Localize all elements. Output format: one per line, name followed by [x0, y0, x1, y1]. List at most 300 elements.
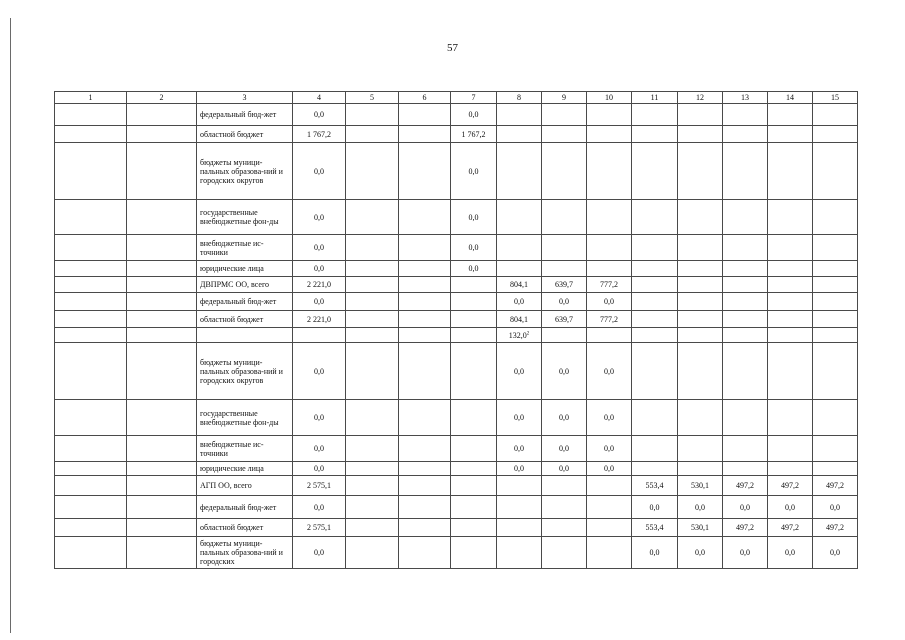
value-text: 0,0: [314, 297, 324, 306]
group-cell: [55, 126, 127, 143]
value-cell: [813, 537, 858, 569]
table-row: [55, 277, 858, 293]
column-header: 4: [293, 92, 346, 104]
table-row: [55, 235, 858, 261]
value-cell: [542, 143, 587, 200]
value-cell: [293, 200, 346, 235]
value-cell: [587, 400, 632, 436]
value-cell: [346, 400, 399, 436]
value-cell: [346, 311, 399, 328]
group-cell: [127, 537, 197, 569]
value-cell: [632, 311, 678, 328]
value-cell: [346, 277, 399, 293]
value-cell: [632, 496, 678, 519]
value-text: 0,0: [314, 366, 324, 376]
value-cell: [768, 537, 813, 569]
value-cell: [678, 328, 723, 343]
row-label: внебюджетные ис-точники: [197, 436, 293, 462]
value-text: 0,0: [559, 366, 569, 376]
value-cell: [813, 343, 858, 400]
group-cell: [127, 235, 197, 261]
value-cell: [587, 277, 632, 293]
value-text: 0,0: [830, 548, 840, 557]
value-cell: [768, 143, 813, 200]
value-cell: [678, 200, 723, 235]
value-cell: [768, 261, 813, 277]
column-header-row: [55, 92, 858, 104]
value-text: 777,2: [600, 314, 618, 324]
value-cell: [768, 496, 813, 519]
group-cell: [127, 519, 197, 537]
value-cell: [723, 328, 768, 343]
value-cell: [293, 104, 346, 126]
value-cell: [678, 400, 723, 436]
value-cell: [632, 200, 678, 235]
value-cell: [723, 277, 768, 293]
value-cell: [451, 200, 497, 235]
value-cell: [723, 519, 768, 537]
value-text: 553,4: [645, 481, 664, 490]
group-cell: [127, 462, 197, 476]
row-label: государственные внебюджетные фон-ды: [197, 400, 293, 436]
value-cell: [497, 104, 542, 126]
value-cell: [678, 126, 723, 143]
value-cell: [542, 343, 587, 400]
funding-table-body: [55, 92, 858, 569]
value-cell: [542, 436, 587, 462]
table-row: [55, 400, 858, 436]
value-cell: [293, 343, 346, 400]
value-text: 0,0: [649, 502, 660, 512]
value-cell: [451, 277, 497, 293]
value-cell: [399, 343, 451, 400]
value-cell: [678, 476, 723, 496]
value-text: 0,0: [740, 548, 750, 557]
value-cell: [451, 104, 497, 126]
value-text: 1 767,2: [307, 129, 331, 139]
value-text: 0,0: [514, 297, 524, 306]
value-cell: [451, 462, 497, 476]
value-text: 777,2: [600, 280, 618, 289]
table-row: [55, 462, 858, 476]
value-text: 2 575,1: [307, 481, 331, 490]
value-cell: [678, 277, 723, 293]
value-cell: [542, 328, 587, 343]
table-row: [55, 476, 858, 496]
group-cell: [55, 476, 127, 496]
column-header: 1: [55, 92, 127, 104]
value-text: 0,0: [649, 548, 660, 557]
value-cell: [632, 519, 678, 537]
value-cell: [542, 537, 587, 569]
value-cell: [293, 436, 346, 462]
value-text: 497,2: [781, 481, 799, 490]
table-row: [55, 328, 858, 343]
value-cell: [678, 436, 723, 462]
value-text: 0,0: [314, 243, 324, 252]
value-cell: [587, 143, 632, 200]
group-cell: [127, 311, 197, 328]
left-margin-rule: [10, 18, 11, 633]
value-cell: [497, 496, 542, 519]
value-cell: [399, 126, 451, 143]
row-label: бюджеты муници-пальных образова-ний и городских: [197, 537, 293, 569]
value-cell: [451, 311, 497, 328]
value-text: 0,0: [604, 297, 614, 306]
value-text: 0,0: [314, 166, 324, 176]
column-header: 12: [678, 92, 723, 104]
row-label: [197, 328, 293, 343]
value-text: 0,0: [514, 444, 524, 453]
value-cell: [723, 537, 768, 569]
value-cell: [768, 519, 813, 537]
value-cell: [632, 328, 678, 343]
value-cell: [497, 235, 542, 261]
value-cell: [399, 200, 451, 235]
group-cell: [55, 400, 127, 436]
value-cell: [497, 328, 542, 343]
value-cell: [293, 311, 346, 328]
value-cell: [346, 537, 399, 569]
value-cell: [451, 143, 497, 200]
group-cell: [55, 328, 127, 343]
value-cell: [399, 261, 451, 277]
value-cell: [346, 293, 399, 311]
value-cell: [497, 462, 542, 476]
value-cell: [587, 104, 632, 126]
table-row: [55, 200, 858, 235]
value-cell: [632, 462, 678, 476]
value-cell: [293, 476, 346, 496]
table-row: [55, 311, 858, 328]
group-cell: [55, 496, 127, 519]
value-cell: [497, 537, 542, 569]
value-cell: [497, 261, 542, 277]
value-cell: [768, 436, 813, 462]
value-text: 0,0: [695, 502, 705, 512]
value-cell: [632, 293, 678, 311]
group-cell: [55, 519, 127, 537]
group-cell: [55, 143, 127, 200]
value-text: 0,0: [785, 502, 795, 512]
value-cell: [497, 126, 542, 143]
value-cell: [293, 261, 346, 277]
value-cell: [813, 293, 858, 311]
row-label: бюджеты муници-пальных образова-ний и городских округов: [197, 143, 293, 200]
value-cell: [293, 400, 346, 436]
value-text: 0,0: [695, 548, 705, 557]
row-label: бюджеты муници-пальных образова-ний и городских округов: [197, 343, 293, 400]
value-cell: [293, 462, 346, 476]
value-text: 639,7: [555, 280, 573, 289]
value-text: 553,4: [645, 523, 664, 532]
value-cell: [346, 235, 399, 261]
value-text: 0,0: [514, 413, 524, 422]
value-cell: [542, 311, 587, 328]
column-header: 9: [542, 92, 587, 104]
value-cell: [632, 537, 678, 569]
value-cell: [813, 104, 858, 126]
value-cell: [346, 200, 399, 235]
value-text: 0,0: [559, 464, 569, 473]
value-cell: [587, 328, 632, 343]
value-text: 0,0: [314, 444, 324, 453]
row-label: АГП ОО, всего: [197, 476, 293, 496]
value-cell: [451, 400, 497, 436]
value-cell: [542, 462, 587, 476]
value-cell: [542, 104, 587, 126]
value-cell: [542, 519, 587, 537]
value-text: 0,0: [830, 502, 840, 512]
value-text: 0,0: [514, 366, 524, 376]
value-cell: [542, 261, 587, 277]
value-cell: [497, 519, 542, 537]
value-cell: [632, 126, 678, 143]
group-cell: [127, 200, 197, 235]
value-cell: [399, 104, 451, 126]
value-text: 0,0: [314, 502, 324, 512]
value-cell: [497, 143, 542, 200]
column-header: 3: [197, 92, 293, 104]
value-cell: [293, 519, 346, 537]
value-cell: [399, 328, 451, 343]
value-text: 639,7: [555, 314, 573, 324]
value-cell: [451, 293, 497, 311]
value-cell: [293, 126, 346, 143]
group-cell: [55, 537, 127, 569]
group-cell: [55, 235, 127, 261]
value-text: 0,0: [468, 166, 479, 176]
value-cell: [632, 343, 678, 400]
value-cell: [293, 496, 346, 519]
group-cell: [55, 277, 127, 293]
value-cell: [632, 277, 678, 293]
value-text: 0,0: [314, 464, 324, 473]
value-cell: [813, 200, 858, 235]
value-cell: [678, 104, 723, 126]
value-cell: [768, 235, 813, 261]
value-cell: [723, 235, 768, 261]
value-cell: [399, 537, 451, 569]
value-text: 0,0: [604, 444, 614, 453]
value-text: 804,1: [510, 280, 528, 289]
value-text: 0,0: [314, 264, 324, 273]
value-cell: [587, 261, 632, 277]
value-text: 0,0: [604, 366, 614, 376]
column-header: 8: [497, 92, 542, 104]
group-cell: [127, 328, 197, 343]
value-text: 0,0: [559, 444, 569, 453]
value-cell: [813, 235, 858, 261]
value-cell: [497, 311, 542, 328]
value-cell: [346, 328, 399, 343]
value-cell: [542, 400, 587, 436]
value-cell: [451, 476, 497, 496]
value-cell: [451, 436, 497, 462]
value-cell: [497, 400, 542, 436]
value-cell: [587, 235, 632, 261]
value-cell: [542, 293, 587, 311]
value-cell: [723, 311, 768, 328]
value-cell: [813, 462, 858, 476]
column-header: 15: [813, 92, 858, 104]
value-cell: [813, 328, 858, 343]
group-cell: [127, 343, 197, 400]
group-cell: [55, 104, 127, 126]
value-cell: [813, 126, 858, 143]
row-label: областной бюджет: [197, 311, 293, 328]
value-cell: [587, 476, 632, 496]
value-text: 0,0: [785, 548, 795, 557]
value-cell: [587, 126, 632, 143]
value-cell: [768, 400, 813, 436]
value-text: 0,0: [468, 110, 479, 119]
value-cell: [768, 293, 813, 311]
value-cell: [813, 277, 858, 293]
column-header: 13: [723, 92, 768, 104]
value-text: 0,0: [314, 110, 324, 119]
value-cell: [542, 277, 587, 293]
row-label: внебюджетные ис-точники: [197, 235, 293, 261]
value-cell: [399, 235, 451, 261]
column-header: 10: [587, 92, 632, 104]
value-text: 2 575,1: [307, 523, 331, 532]
table-row: [55, 126, 858, 143]
row-label: федеральный бюд-жет: [197, 496, 293, 519]
group-cell: [55, 293, 127, 311]
group-cell: [55, 343, 127, 400]
value-cell: [399, 293, 451, 311]
value-cell: [293, 328, 346, 343]
value-text: 497,2: [781, 523, 799, 532]
table-row: [55, 343, 858, 400]
value-cell: [678, 496, 723, 519]
table-row: [55, 496, 858, 519]
value-cell: [678, 537, 723, 569]
value-cell: [723, 261, 768, 277]
row-label: юридические лица: [197, 261, 293, 277]
value-cell: [542, 126, 587, 143]
value-cell: [346, 436, 399, 462]
value-cell: [632, 436, 678, 462]
value-cell: [399, 436, 451, 462]
group-cell: [55, 311, 127, 328]
value-text: 132,0: [508, 330, 527, 340]
value-cell: [346, 126, 399, 143]
value-cell: [542, 496, 587, 519]
group-cell: [55, 462, 127, 476]
value-cell: [399, 476, 451, 496]
value-cell: [768, 277, 813, 293]
value-cell: [723, 143, 768, 200]
value-cell: [451, 537, 497, 569]
value-cell: [723, 343, 768, 400]
value-cell: [451, 261, 497, 277]
value-cell: [723, 126, 768, 143]
value-cell: [632, 104, 678, 126]
value-cell: [587, 311, 632, 328]
value-cell: [587, 537, 632, 569]
column-header: 2: [127, 92, 197, 104]
column-header: 11: [632, 92, 678, 104]
value-cell: [587, 519, 632, 537]
group-cell: [55, 261, 127, 277]
group-cell: [55, 436, 127, 462]
value-cell: [293, 537, 346, 569]
row-label: федеральный бюд-жет: [197, 293, 293, 311]
group-cell: [127, 143, 197, 200]
value-cell: [813, 311, 858, 328]
value-text: 497,2: [826, 481, 844, 490]
table-row: [55, 519, 858, 537]
funding-table: [54, 91, 858, 569]
value-text: 2 221,0: [307, 314, 331, 324]
value-cell: [451, 496, 497, 519]
value-cell: [346, 143, 399, 200]
value-cell: [678, 293, 723, 311]
value-cell: [399, 496, 451, 519]
table-row: [55, 537, 858, 569]
group-cell: [127, 496, 197, 519]
value-cell: [399, 400, 451, 436]
value-cell: [451, 235, 497, 261]
value-text: 0,0: [468, 243, 479, 252]
value-cell: [678, 462, 723, 476]
value-cell: [346, 462, 399, 476]
value-cell: [399, 143, 451, 200]
value-cell: [542, 476, 587, 496]
value-cell: [587, 293, 632, 311]
value-text: 0,0: [740, 502, 750, 512]
group-cell: [127, 126, 197, 143]
value-cell: [678, 311, 723, 328]
value-cell: [587, 200, 632, 235]
value-cell: [723, 200, 768, 235]
value-cell: [723, 462, 768, 476]
value-cell: [678, 343, 723, 400]
table-row: [55, 143, 858, 200]
row-label: юридические лица: [197, 462, 293, 476]
value-cell: [587, 496, 632, 519]
value-cell: [768, 126, 813, 143]
value-text: 530,1: [691, 481, 709, 490]
column-header: 14: [768, 92, 813, 104]
value-cell: [813, 400, 858, 436]
value-cell: [768, 462, 813, 476]
value-cell: [632, 400, 678, 436]
value-cell: [346, 261, 399, 277]
table-row: [55, 293, 858, 311]
footnote-marker: 2: [526, 330, 530, 336]
value-text: 0,0: [559, 297, 569, 306]
value-cell: [678, 143, 723, 200]
value-cell: [293, 293, 346, 311]
value-cell: [293, 235, 346, 261]
value-cell: [346, 496, 399, 519]
value-text: 0,0: [314, 413, 324, 422]
value-cell: [678, 261, 723, 277]
value-cell: [678, 235, 723, 261]
value-cell: [723, 293, 768, 311]
value-cell: [346, 343, 399, 400]
page-number: 57: [447, 42, 458, 54]
value-cell: [542, 235, 587, 261]
value-cell: [723, 436, 768, 462]
value-cell: [293, 277, 346, 293]
value-cell: [768, 328, 813, 343]
column-header: 5: [346, 92, 399, 104]
value-cell: [293, 143, 346, 200]
